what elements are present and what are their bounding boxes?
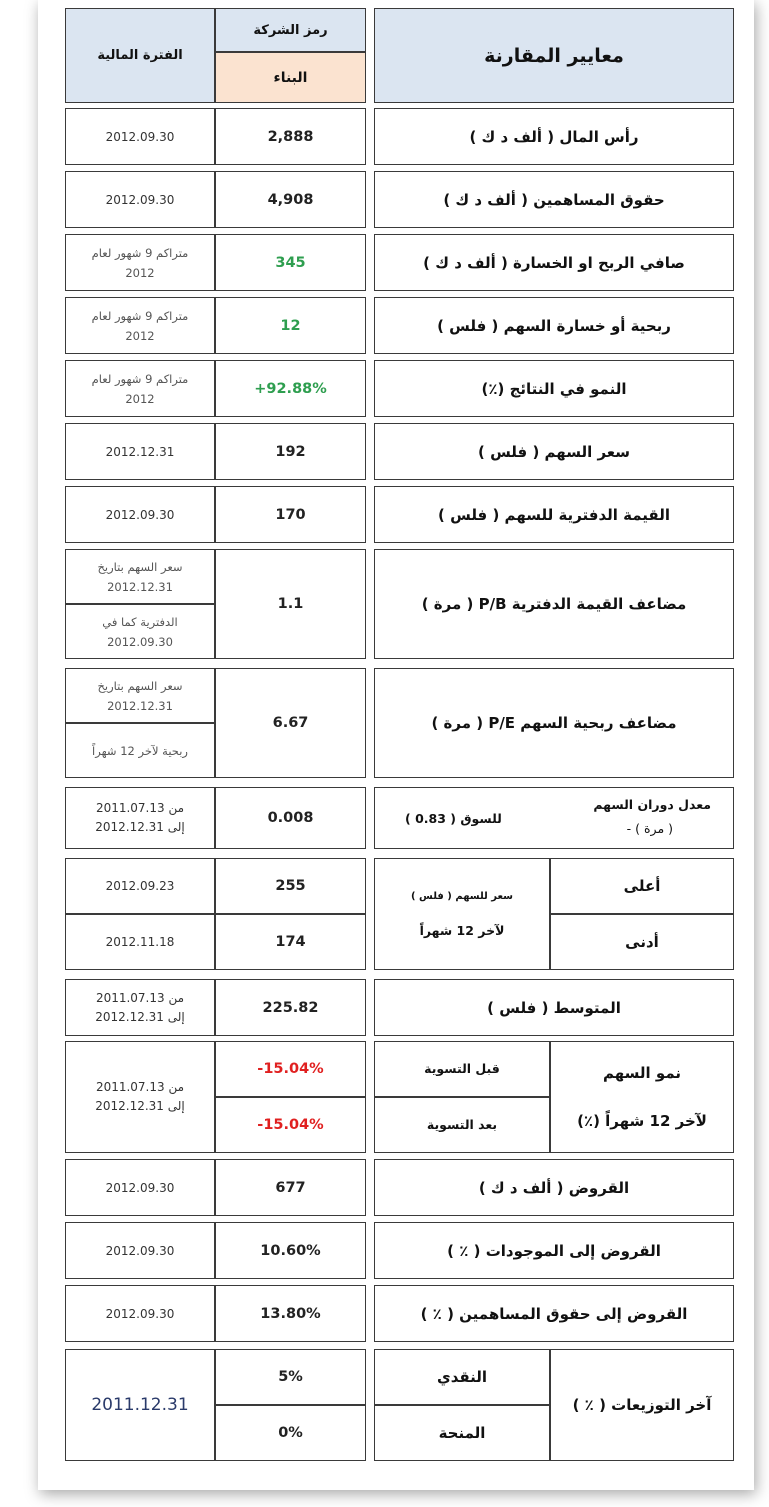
row-loans-value bbox=[215, 1159, 366, 1216]
growth-period bbox=[92, 369, 189, 409]
row-high-period bbox=[65, 858, 215, 914]
pb-period-b bbox=[102, 612, 177, 652]
share-growth-period-line2: إلى 2012.12.31 bbox=[95, 1099, 185, 1113]
high-value: 255 bbox=[275, 878, 306, 894]
row-eps-period bbox=[65, 297, 215, 354]
pb-label: مضاعف القيمة الدفترية P/B ( مرة ) bbox=[421, 595, 687, 613]
average-period bbox=[95, 989, 185, 1027]
average-label: المتوسط ( فلس ) bbox=[487, 998, 621, 1017]
turnover-period-line1: من 2011.07.13 bbox=[95, 801, 185, 815]
row-book-value-value bbox=[215, 486, 366, 543]
eps-value: 12 bbox=[280, 317, 301, 334]
row-growth-value bbox=[215, 360, 366, 417]
row-loans-period bbox=[65, 1159, 215, 1216]
row-bonus-value bbox=[215, 1405, 366, 1461]
header-period-text: الفترة المالية bbox=[97, 48, 183, 63]
row-turnover-period bbox=[65, 787, 215, 849]
row-loans-equity-label bbox=[374, 1285, 734, 1342]
book-value-value: 170 bbox=[275, 506, 306, 523]
cash-label: النقدي bbox=[436, 1368, 488, 1386]
loans-equity-label: القروض إلى حقوق المساهمين ( ٪ ) bbox=[420, 1304, 688, 1323]
pe-label: مضاعف ربحية السهم P/E ( مرة ) bbox=[431, 714, 677, 732]
header-criteria bbox=[374, 8, 734, 103]
row-pe-value bbox=[215, 668, 366, 778]
row-equity-period bbox=[65, 171, 215, 228]
after-value: -15.04% bbox=[257, 1117, 324, 1133]
turnover-period bbox=[95, 799, 185, 837]
growth-value: +92.88% bbox=[254, 380, 327, 397]
header-symbol-label bbox=[215, 8, 366, 52]
after-label: بعد التسوية bbox=[426, 1117, 498, 1132]
capital-value: 2,888 bbox=[267, 128, 314, 145]
row-capital-label bbox=[374, 108, 734, 165]
turnover-value: 0.008 bbox=[267, 810, 314, 826]
equity-value: 4,908 bbox=[267, 191, 314, 208]
row-book-value-period bbox=[65, 486, 215, 543]
pb-period-b-line2: 2012.09.30 bbox=[107, 634, 173, 649]
row-price-value bbox=[215, 423, 366, 480]
row-bonus-label bbox=[374, 1405, 550, 1461]
high-low-mid-text bbox=[411, 886, 513, 942]
row-eps-label bbox=[374, 297, 734, 354]
share-growth-label bbox=[577, 1064, 707, 1130]
net-profit-period-line1: متراكم 9 شهور لعام bbox=[91, 245, 189, 260]
row-dividends-label bbox=[550, 1349, 734, 1461]
row-loans-label bbox=[374, 1159, 734, 1216]
row-before-label bbox=[374, 1041, 550, 1097]
pb-period-b-line1: الدفترية كما في bbox=[102, 614, 178, 629]
row-average-value bbox=[215, 979, 366, 1036]
pb-period-a-line2: 2012.12.31 bbox=[107, 579, 173, 594]
net-profit-period-line2: 2012 bbox=[125, 265, 155, 280]
low-label: أدنى bbox=[625, 933, 659, 951]
row-share-growth-period bbox=[65, 1041, 215, 1153]
eps-period-line2: 2012 bbox=[125, 328, 155, 343]
pe-period-b: ربحية لآخر 12 شهراً bbox=[92, 743, 188, 758]
price-value: 192 bbox=[275, 443, 306, 460]
row-capital-period bbox=[65, 108, 215, 165]
header-criteria-text: معايير المقارنة bbox=[484, 44, 624, 67]
eps-label: ربحية أو خسارة السهم ( فلس ) bbox=[437, 316, 671, 335]
equity-label: حقوق المساهمين ( ألف د ك ) bbox=[443, 190, 665, 209]
turnover-label-line1: معدل دوران السهم bbox=[593, 797, 711, 812]
row-turnover-label bbox=[374, 787, 734, 849]
row-low-period bbox=[65, 914, 215, 970]
row-loans-assets-value bbox=[215, 1222, 366, 1279]
row-loans-assets-period bbox=[65, 1222, 215, 1279]
growth-label: النمو في النتائج (٪) bbox=[481, 379, 627, 398]
loans-assets-label: القروض إلى الموجودات ( ٪ ) bbox=[447, 1241, 661, 1260]
book-value-period: 2012.09.30 bbox=[105, 507, 175, 522]
turnover-label-line3: للسوق ( 0.83 ) bbox=[405, 811, 502, 826]
turnover-period-line2: إلى 2012.12.31 bbox=[95, 820, 185, 834]
row-before-value bbox=[215, 1041, 366, 1097]
growth-period-line2: 2012 bbox=[125, 391, 155, 406]
row-pb-period-b bbox=[65, 604, 215, 659]
loans-period: 2012.09.30 bbox=[105, 1180, 175, 1195]
capital-label: رأس المال ( ألف د ك ) bbox=[469, 127, 639, 146]
average-period-line2: إلى 2012.12.31 bbox=[95, 1009, 185, 1024]
row-price-period bbox=[65, 423, 215, 480]
loans-label: القروض ( ألف د ك ) bbox=[478, 1178, 630, 1197]
header-company-text: البناء bbox=[273, 69, 308, 86]
pb-period-a-line1: سعر السهم بتاريخ bbox=[97, 559, 183, 574]
row-pb-period-a bbox=[65, 549, 215, 604]
loans-equity-value: 13.80% bbox=[260, 1305, 321, 1322]
row-share-growth-label bbox=[550, 1041, 734, 1153]
row-after-label bbox=[374, 1097, 550, 1153]
row-loans-assets-label bbox=[374, 1222, 734, 1279]
turnover-label-line2: ( مرة ) - bbox=[626, 821, 673, 836]
pe-value: 6.67 bbox=[272, 715, 309, 731]
share-growth-label-line2: لآخر 12 شهراً (٪) bbox=[577, 1112, 707, 1130]
row-high-low-mid-label bbox=[374, 858, 550, 970]
row-low-value bbox=[215, 914, 366, 970]
row-high-value bbox=[215, 858, 366, 914]
pe-period-a-line1: سعر السهم بتاريخ bbox=[97, 678, 183, 693]
row-pe-period-b bbox=[65, 723, 215, 778]
average-period-line1: من 2011.07.13 bbox=[95, 990, 185, 1005]
row-average-period bbox=[65, 979, 215, 1036]
row-loans-equity-value bbox=[215, 1285, 366, 1342]
row-net-profit-period bbox=[65, 234, 215, 291]
bonus-value: 0% bbox=[278, 1425, 303, 1441]
share-growth-label-line1: نمو السهم bbox=[602, 1064, 682, 1082]
row-net-profit-value bbox=[215, 234, 366, 291]
capital-period: 2012.09.30 bbox=[105, 129, 175, 144]
row-pe-label bbox=[374, 668, 734, 778]
before-label: قبل التسوية bbox=[424, 1061, 500, 1076]
row-loans-equity-period bbox=[65, 1285, 215, 1342]
bonus-label: المنحة bbox=[438, 1424, 486, 1442]
high-low-mid-line2: لآخر 12 شهراً bbox=[419, 923, 505, 938]
cash-value: 5% bbox=[278, 1369, 303, 1385]
net-profit-label: صافي الربح او الخسارة ( ألف د ك ) bbox=[423, 253, 685, 272]
net-profit-value: 345 bbox=[275, 254, 306, 271]
row-dividends-period bbox=[65, 1349, 215, 1461]
price-label: سعر السهم ( فلس ) bbox=[478, 442, 630, 461]
row-cash-label bbox=[374, 1349, 550, 1405]
high-period: 2012.09.23 bbox=[105, 879, 175, 893]
price-period: 2012.12.31 bbox=[105, 444, 175, 459]
eps-period-line1: متراكم 9 شهور لعام bbox=[91, 308, 189, 323]
row-book-value-label bbox=[374, 486, 734, 543]
header-company bbox=[215, 52, 366, 103]
high-low-mid-line1: سعر للسهم ( فلس ) bbox=[411, 891, 513, 902]
loans-assets-value: 10.60% bbox=[260, 1242, 321, 1259]
low-period: 2012.11.18 bbox=[105, 935, 175, 949]
equity-period: 2012.09.30 bbox=[105, 192, 175, 207]
dividends-label: آخر التوزيعات ( ٪ ) bbox=[572, 1396, 712, 1414]
pb-value: 1.1 bbox=[277, 596, 304, 612]
pe-period-a bbox=[97, 676, 182, 716]
loans-assets-period: 2012.09.30 bbox=[105, 1243, 175, 1258]
row-high-label bbox=[550, 858, 734, 914]
row-pe-period-a bbox=[65, 668, 215, 723]
row-price-label bbox=[374, 423, 734, 480]
row-net-profit-label bbox=[374, 234, 734, 291]
book-value-label: القيمة الدفترية للسهم ( فلس ) bbox=[438, 505, 670, 524]
before-value: -15.04% bbox=[257, 1061, 324, 1077]
net-profit-period bbox=[92, 243, 189, 283]
loans-value: 677 bbox=[275, 1179, 306, 1196]
pb-period-a bbox=[97, 557, 182, 597]
share-growth-period-line1: من 2011.07.13 bbox=[95, 1080, 185, 1094]
pe-period-a-line2: 2012.12.31 bbox=[107, 698, 173, 713]
high-label: أعلى bbox=[623, 877, 661, 895]
row-equity-value bbox=[215, 171, 366, 228]
row-eps-value bbox=[215, 297, 366, 354]
row-cash-value bbox=[215, 1349, 366, 1405]
dividends-period: 2011.12.31 bbox=[91, 1395, 189, 1415]
row-average-label bbox=[374, 979, 734, 1036]
row-pb-value bbox=[215, 549, 366, 659]
loans-equity-period: 2012.09.30 bbox=[105, 1306, 175, 1321]
low-value: 174 bbox=[275, 934, 306, 950]
row-capital-value bbox=[215, 108, 366, 165]
comparison-sheet bbox=[38, 0, 754, 1490]
header-symbol-label-text: رمز الشركة bbox=[253, 22, 328, 38]
row-low-label bbox=[550, 914, 734, 970]
row-after-value bbox=[215, 1097, 366, 1153]
row-turnover-value bbox=[215, 787, 366, 849]
share-growth-period bbox=[95, 1078, 185, 1116]
average-value: 225.82 bbox=[262, 999, 319, 1016]
eps-period bbox=[92, 306, 189, 346]
growth-period-line1: متراكم 9 شهور لعام bbox=[91, 371, 189, 386]
row-growth-label bbox=[374, 360, 734, 417]
row-growth-period bbox=[65, 360, 215, 417]
header-period bbox=[65, 8, 215, 103]
row-pb-label bbox=[374, 549, 734, 659]
row-equity-label bbox=[374, 171, 734, 228]
